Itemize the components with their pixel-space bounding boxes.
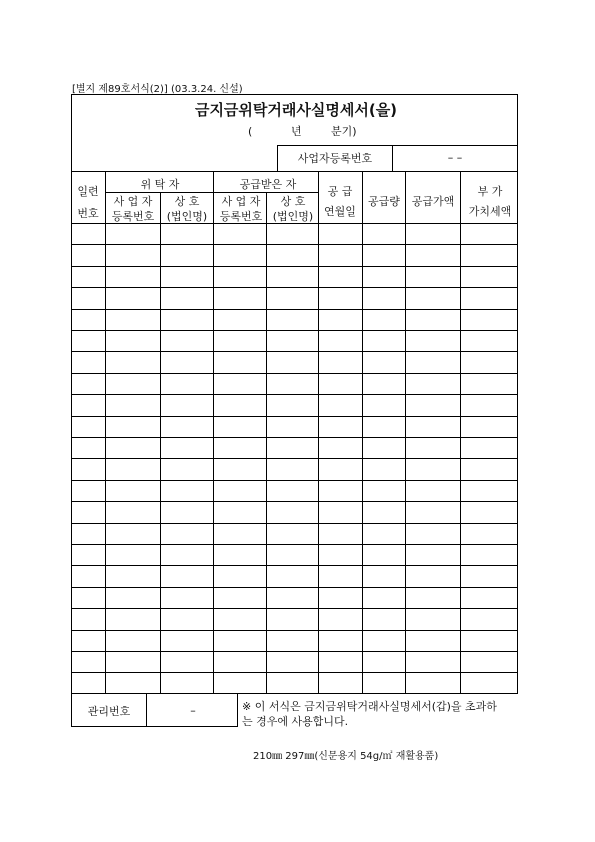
table-row[interactable] [72,394,517,415]
consignor-header: 위 탁 자 [140,178,180,191]
business-no-value[interactable]: – – [447,151,463,164]
table-row[interactable] [72,501,517,522]
table-row[interactable] [72,480,517,501]
management-value[interactable]: – [190,704,196,717]
table-row[interactable] [72,630,517,651]
period-open: ( [248,125,253,138]
table-row[interactable] [72,351,517,372]
consignor-name-1: 상 호 [174,195,200,208]
table-row[interactable] [72,437,517,458]
supplier-name-1: 상 호 [280,195,306,208]
biz-no-box-left [277,145,278,171]
supplier-name-2: (법인명) [272,210,314,223]
form-id: [별지 제89호서식(2)] (03.3.24. 신설) [72,84,243,95]
consignor-name-2: (법인명) [166,210,208,223]
table-row[interactable] [72,523,517,544]
period-year-label: 년 [291,125,302,138]
serial-header-2: 번호 [77,207,99,220]
supplier-header: 공급받은 자 [239,178,297,191]
usage-note: ※ 이 서식은 금지금위탁거래사실명세서(갑)을 초과하는 경우에 사용합니다. [242,700,497,728]
table-row[interactable] [72,672,517,693]
vat-header-1: 부 가 [477,185,503,198]
biz-no-box-mid [392,145,393,171]
serial-header-1: 일련 [77,185,99,198]
form-table [71,94,518,694]
form-title: 금지금위탁거래사실명세서(을) [194,101,398,119]
vat-header-2: 가치세액 [468,205,512,218]
consignor-bizreg-1: 사 업 자 [113,195,153,208]
table-row[interactable] [72,416,517,437]
subheader-line [105,192,318,193]
table-row[interactable] [72,244,517,265]
table-row[interactable] [72,544,517,565]
table-row[interactable] [72,330,517,351]
table-row[interactable] [72,223,517,244]
management-label: 관리번호 [87,705,131,718]
supplier-bizreg-2: 등록번호 [219,210,263,223]
management-divider [146,694,147,726]
table-row[interactable] [72,287,517,308]
period-quarter-label: 분기) [331,125,357,138]
table-row[interactable] [72,373,517,394]
supply-price-header: 공급가액 [411,195,455,208]
table-row[interactable] [72,458,517,479]
supplier-bizreg-1: 사 업 자 [221,195,261,208]
supply-date-header-2: 연월일 [324,205,356,218]
management-box [71,694,238,727]
supply-date-header-1: 공 급 [327,185,353,198]
biz-no-box-top [277,145,517,146]
header-divider [72,171,517,172]
consignor-bizreg-2: 등록번호 [111,210,155,223]
table-row[interactable] [72,565,517,586]
table-row[interactable] [72,587,517,608]
table-row[interactable] [72,608,517,629]
table-row[interactable] [72,309,517,330]
table-row[interactable] [72,266,517,287]
supply-qty-header: 공급량 [368,195,400,208]
paper-spec: 210㎜ 297㎜(신문용지 54g/㎡ 재활용품) [253,751,439,762]
business-no-label: 사업자등록번호 [297,152,373,165]
table-row[interactable] [72,651,517,672]
